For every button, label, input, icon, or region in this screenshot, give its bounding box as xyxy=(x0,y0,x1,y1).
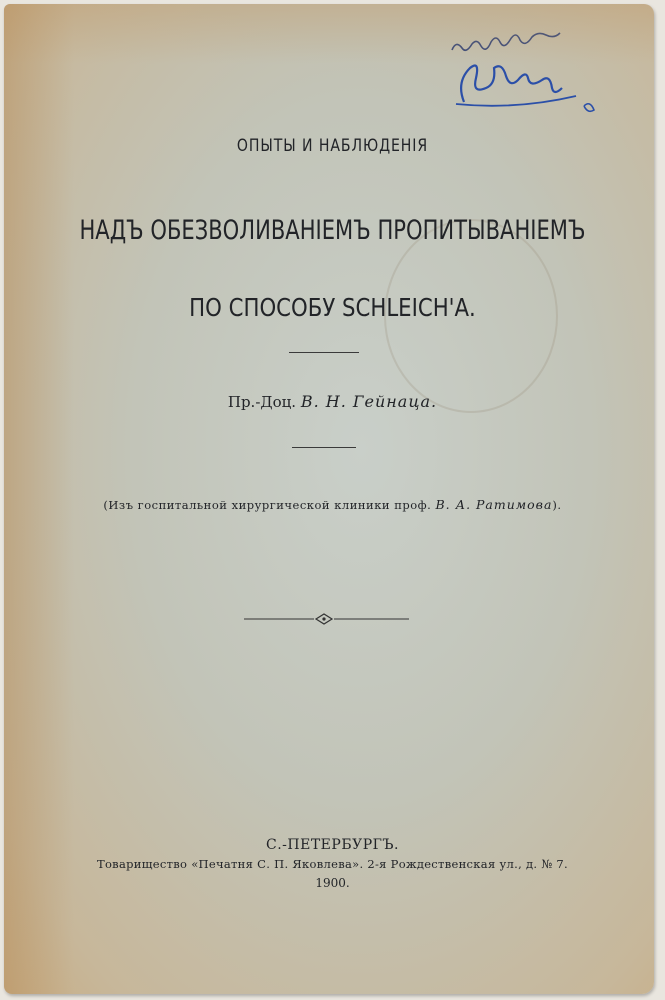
title-line-1: ОПЫТЫ И НАБЛЮДЕНІЯ xyxy=(236,136,429,156)
source-line xyxy=(4,497,654,512)
imprint-city: С.-ПЕТЕРБУРГЪ. xyxy=(266,837,399,853)
divider-rule xyxy=(289,352,359,353)
source-prefix: (Изъ госпитальной хирургической клиники проф. xyxy=(103,498,432,512)
handwritten-inscription xyxy=(444,32,614,122)
author-line xyxy=(4,392,654,411)
title-line-3: ПО СПОСОБУ SCHLEICH'А. xyxy=(189,293,476,322)
source-suffix: ). xyxy=(552,498,562,512)
imprint-publisher: Товарищество «Печатня С. П. Яковлева». 2-я Рождественская ул., д. № 7. xyxy=(96,857,568,871)
imprint-year: 1900. xyxy=(315,876,350,890)
author-prefix: Пр.-Доц. xyxy=(227,393,297,411)
source-name: В. А. Ратимова xyxy=(435,497,553,512)
divider-rule xyxy=(292,447,356,448)
title-line-2: НАДЪ ОБЕЗВОЛИВАНІЕМЪ ПРОПИТЫВАНІЕМЪ xyxy=(79,215,586,246)
book-cover xyxy=(4,4,654,994)
ornament-divider xyxy=(244,611,414,627)
author-name: В. Н. Гейнаца. xyxy=(300,392,438,411)
